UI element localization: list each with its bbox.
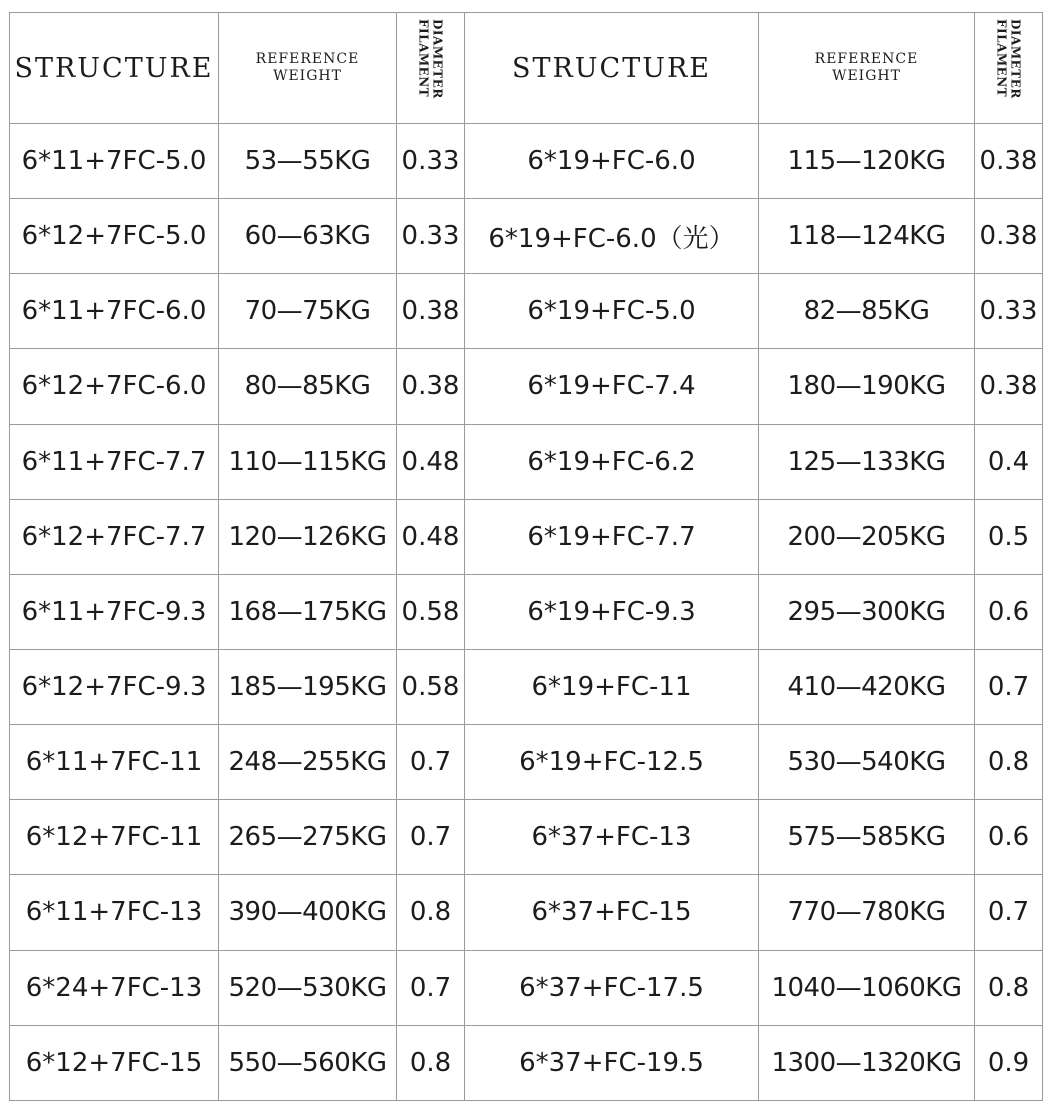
diameter-cell: 0.8 [397,1025,465,1100]
header-row [10,13,1043,124]
wire-rope-spec-table [9,12,1043,1101]
reference-weight-cell: 1040—1060KG [759,950,975,1025]
diameter-cell: 0.38 [397,349,465,424]
diameter-header-line1: DIAMETER [1008,19,1023,99]
diameter-cell: 0.7 [975,875,1043,950]
diameter-cell: 0.48 [397,424,465,499]
reference-weight-cell: 80—85KG [219,349,397,424]
diameter-cell: 0.58 [397,649,465,724]
reference-weight-header-line2: WEIGHT [832,68,901,84]
diameter-filament-header [397,13,465,124]
reference-weight-cell: 53—55KG [219,124,397,199]
diameter-cell: 0.38 [397,274,465,349]
table-row [10,875,1043,950]
diameter-cell: 0.5 [975,499,1043,574]
reference-weight-cell: 115—120KG [759,124,975,199]
reference-weight-cell: 770—780KG [759,875,975,950]
diameter-cell: 0.7 [397,800,465,875]
structure-cell: 6*11+7FC-13 [10,875,219,950]
reference-weight-cell: 248—255KG [219,725,397,800]
structure-cell: 6*37+FC-15 [465,875,759,950]
table-row [10,349,1043,424]
table-row [10,424,1043,499]
diameter-cell: 0.38 [975,124,1043,199]
reference-weight-cell: 520—530KG [219,950,397,1025]
structure-cell: 6*11+7FC-9.3 [10,574,219,649]
structure-cell: 6*11+7FC-5.0 [10,124,219,199]
structure-cell: 6*19+FC-9.3 [465,574,759,649]
reference-weight-header-line1: REFERENCE [814,51,919,67]
diameter-cell: 0.48 [397,499,465,574]
reference-weight-header-line1: REFERENCE [255,51,360,67]
reference-weight-cell: 530—540KG [759,725,975,800]
table-row [10,649,1043,724]
reference-weight-cell: 168—175KG [219,574,397,649]
structure-cell: 6*19+FC-7.7 [465,499,759,574]
diameter-header-line2: FILAMENT [994,19,1009,98]
reference-weight-cell: 295—300KG [759,574,975,649]
diameter-cell: 0.6 [975,800,1043,875]
structure-cell: 6*11+7FC-6.0 [10,274,219,349]
diameter-cell: 0.8 [975,950,1043,1025]
diameter-cell: 0.9 [975,1025,1043,1100]
table-row [10,274,1043,349]
table-row [10,800,1043,875]
structure-cell: 6*11+7FC-11 [10,725,219,800]
structure-cell: 6*19+FC-7.4 [465,349,759,424]
table-row [10,124,1043,199]
table-row [10,499,1043,574]
structure-cell: 6*12+7FC-7.7 [10,499,219,574]
diameter-cell: 0.4 [975,424,1043,499]
reference-weight-cell: 390—400KG [219,875,397,950]
table-row [10,574,1043,649]
structure-cell: 6*19+FC-5.0 [465,274,759,349]
structure-cell: 6*19+FC-6.0（光） [465,199,759,274]
reference-weight-cell: 110—115KG [219,424,397,499]
structure-cell: 6*12+7FC-11 [10,800,219,875]
structure-cell: 6*19+FC-11 [465,649,759,724]
diameter-cell: 0.33 [397,124,465,199]
reference-weight-header [759,13,975,124]
reference-weight-cell: 60—63KG [219,199,397,274]
reference-weight-cell: 575—585KG [759,800,975,875]
structure-cell: 6*19+FC-12.5 [465,725,759,800]
structure-cell: 6*12+7FC-15 [10,1025,219,1100]
structure-cell: 6*37+FC-13 [465,800,759,875]
reference-weight-cell: 118—124KG [759,199,975,274]
table-row [10,199,1043,274]
structure-cell: 6*24+7FC-13 [10,950,219,1025]
diameter-header-line2: FILAMENT [416,19,431,98]
reference-weight-header [219,13,397,124]
reference-weight-cell: 200—205KG [759,499,975,574]
reference-weight-cell: 180—190KG [759,349,975,424]
structure-cell: 6*12+7FC-9.3 [10,649,219,724]
reference-weight-cell: 82—85KG [759,274,975,349]
diameter-cell: 0.33 [397,199,465,274]
structure-cell: 6*19+FC-6.2 [465,424,759,499]
structure-cell: 6*12+7FC-6.0 [10,349,219,424]
diameter-cell: 0.38 [975,199,1043,274]
diameter-cell: 0.6 [975,574,1043,649]
structure-header: STRUCTURE [10,13,219,124]
reference-weight-cell: 410—420KG [759,649,975,724]
diameter-filament-header [975,13,1043,124]
reference-weight-cell: 265—275KG [219,800,397,875]
reference-weight-cell: 125—133KG [759,424,975,499]
table-row [10,950,1043,1025]
diameter-cell: 0.7 [397,950,465,1025]
diameter-header-line1: DIAMETER [430,19,445,99]
diameter-cell: 0.8 [975,725,1043,800]
diameter-cell: 0.7 [397,725,465,800]
reference-weight-cell: 70—75KG [219,274,397,349]
reference-weight-cell: 120—126KG [219,499,397,574]
structure-header: STRUCTURE [465,13,759,124]
table-row [10,1025,1043,1100]
diameter-cell: 0.38 [975,349,1043,424]
diameter-cell: 0.8 [397,875,465,950]
diameter-cell: 0.33 [975,274,1043,349]
reference-weight-cell: 550—560KG [219,1025,397,1100]
diameter-cell: 0.58 [397,574,465,649]
reference-weight-cell: 1300—1320KG [759,1025,975,1100]
diameter-cell: 0.7 [975,649,1043,724]
reference-weight-header-line2: WEIGHT [273,68,342,84]
reference-weight-cell: 185—195KG [219,649,397,724]
structure-cell: 6*19+FC-6.0 [465,124,759,199]
table-row [10,725,1043,800]
structure-cell: 6*37+FC-19.5 [465,1025,759,1100]
table-body [10,124,1043,1101]
structure-cell: 6*11+7FC-7.7 [10,424,219,499]
structure-cell: 6*12+7FC-5.0 [10,199,219,274]
structure-cell: 6*37+FC-17.5 [465,950,759,1025]
